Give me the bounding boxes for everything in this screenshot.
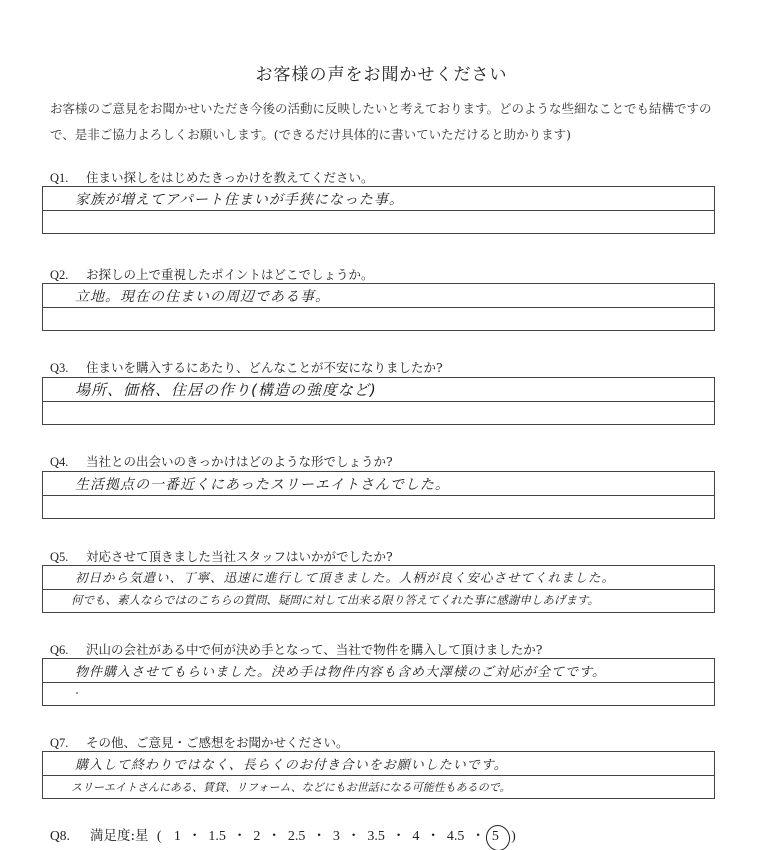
- answer-line: 何でも、素人ならではのこちらの質問、疑問に対して出来る限り答えてくれた事に感謝申しあげます。: [71, 593, 599, 607]
- rating-option[interactable]: 3: [332, 829, 340, 844]
- question-text: 住まいを購入するにあたり、どんなことが不安になりましたか?: [86, 360, 443, 375]
- rating-option-selected[interactable]: 5: [491, 829, 499, 844]
- answer-line: 家族が増えてアパート住まいが手狭になった事。: [75, 192, 404, 208]
- question-text: 対応させて頂きました当社スタッフはいかがでしたか?: [86, 549, 393, 564]
- question-number: Q8.: [50, 828, 70, 843]
- close-paren: ): [511, 829, 516, 844]
- separator-dot: ・: [187, 828, 202, 844]
- question-4: [50, 452, 393, 470]
- question-number: Q7.: [50, 736, 69, 750]
- answer-line: 物件購入させてもらいました。決め手は物件内容も含め大澤様のご対応が全てです。: [75, 665, 606, 680]
- question-number: Q4.: [50, 455, 69, 469]
- open-paren: (: [156, 829, 162, 844]
- answer-line: 生活拠点の一番近くにあったスリーエイトさんでした。: [75, 477, 450, 493]
- answer-line: 購入して終わりではなく、長らくのお付き合いをお願いしたいです。: [75, 758, 508, 773]
- question-text: その他、ご意見・ご感想をお聞かせください。: [86, 735, 349, 750]
- question-text: お探しの上で重視したポイントはどこでしょうか。: [86, 267, 374, 282]
- separator-dot: ・: [426, 828, 440, 844]
- rating-option[interactable]: 2: [253, 829, 261, 844]
- answer-box-2[interactable]: [42, 283, 715, 331]
- rating-option[interactable]: 3.5: [367, 829, 385, 844]
- answer-box-3[interactable]: [42, 377, 715, 425]
- question-2: [50, 265, 374, 283]
- question-7: [50, 733, 349, 751]
- separator-dot: ・: [346, 828, 361, 844]
- answer-line: 初日から気遣い、丁寧、迅速に進行して頂きました。人柄が良く安心させてくれました。: [75, 570, 616, 585]
- question-number: Q5.: [50, 550, 69, 564]
- answer-box-6[interactable]: [42, 658, 715, 706]
- answer-box-5[interactable]: [42, 565, 715, 613]
- rating-option[interactable]: 4.5: [446, 829, 465, 844]
- question-6: [50, 640, 542, 658]
- separator-dot: ・: [471, 828, 485, 844]
- answer-line: 場所、価格、住居の作り(構造の強度など): [75, 381, 377, 399]
- rating-option[interactable]: 2.5: [287, 829, 306, 844]
- separator-dot: ・: [267, 828, 281, 844]
- answer-box-4[interactable]: [42, 471, 715, 519]
- rating-option[interactable]: 4: [412, 829, 420, 844]
- separator-dot: ・: [312, 828, 326, 844]
- page-title: お客様の声をお聞かせください: [255, 65, 508, 85]
- question-text: 当社との出会いのきっかけはどのような形でしょうか?: [86, 454, 393, 469]
- question-number: Q1.: [50, 171, 69, 185]
- rating-label: 満足度:星: [90, 828, 149, 844]
- question-3: [50, 358, 443, 376]
- separator-dot: ・: [232, 828, 247, 844]
- question-number: Q2.: [50, 268, 69, 282]
- question-text: 住まい探しをはじめたきっかけを教えてください。: [86, 170, 374, 185]
- rating-option[interactable]: 1.5: [208, 829, 226, 844]
- answer-line: 立地。現在の住まいの周辺である事。: [75, 289, 330, 305]
- ink-dot: [76, 692, 78, 694]
- question-1: [50, 168, 374, 186]
- question-number: Q3.: [50, 361, 69, 375]
- question-5: [50, 547, 393, 565]
- intro-text: お客様のご意見をお聞かせいただき今後の活動に反映したいと考えております。どのような些細なことでも結構ですので、是非ご協力よろしくお願いします。(できるだけ具体的に書いていただけると助かります): [50, 101, 712, 142]
- question-number: Q6.: [50, 643, 69, 657]
- rating-scale[interactable]: [170, 824, 503, 845]
- rating-option[interactable]: 1: [173, 829, 181, 844]
- answer-line: スリーエイトさんにある、賃貸、リフォーム、などにもお世話になる可能性もあるので。: [71, 781, 511, 794]
- answer-box-7[interactable]: [42, 751, 715, 799]
- question-text: 沢山の会社がある中で何が決め手となって、当社で物件を購入して頂けましたか?: [86, 642, 543, 657]
- separator-dot: ・: [391, 828, 406, 844]
- satisfaction-rating: [50, 824, 520, 845]
- answer-box-1[interactable]: [42, 186, 715, 234]
